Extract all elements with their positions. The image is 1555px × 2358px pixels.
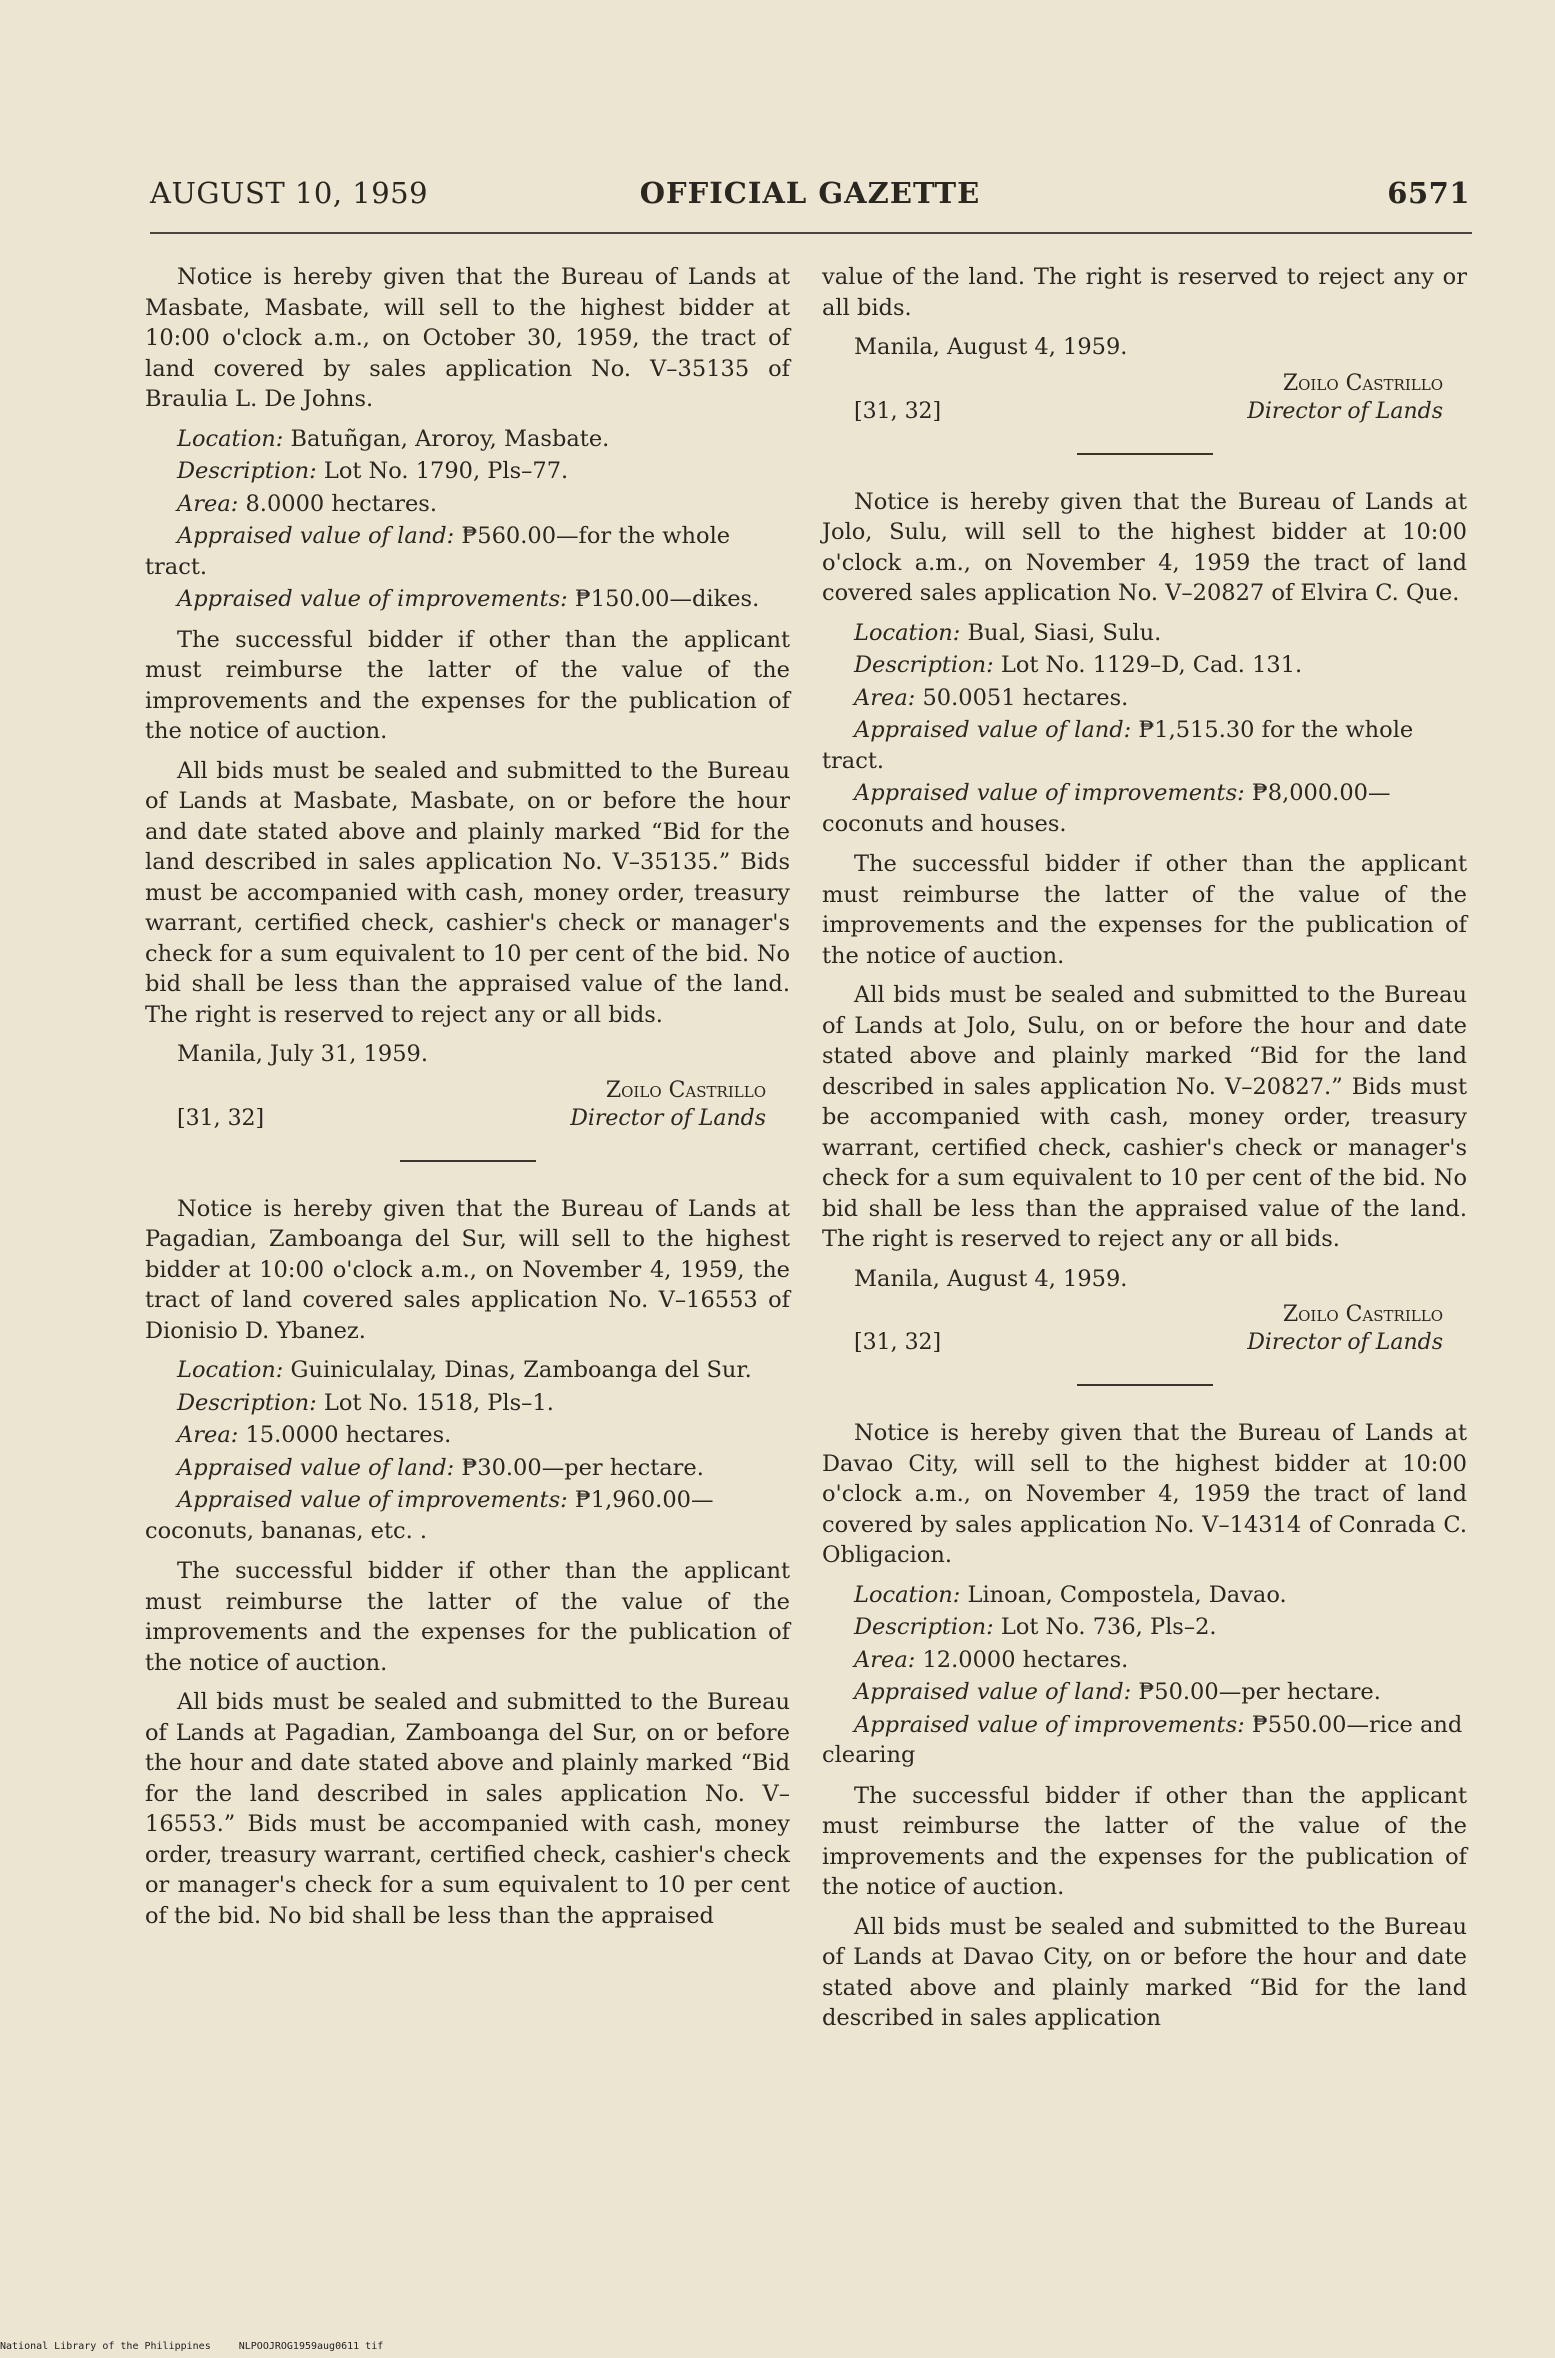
right-column: [822, 262, 1467, 2043]
field-label: Appraised value of land:: [854, 1679, 1132, 1705]
description-field: [822, 650, 1467, 681]
field-label: Area:: [854, 684, 916, 711]
location-field: [145, 1355, 790, 1386]
field-label: Description:: [177, 1389, 317, 1416]
field-value: 50.0051 hectares.: [922, 684, 1129, 711]
field-label: Appraised value of land:: [854, 717, 1132, 743]
location-field: [822, 1580, 1467, 1611]
field-label: Appraised value of improvements:: [177, 586, 568, 612]
signer-name: Zoilo Castrillo: [1282, 370, 1443, 396]
notice-intro: Notice is hereby given that the Bureau of Lands at Davao City, will sell to the highest bidder at 10:00 o'clock a.m., on November 4, 1959 the tract of land covered by sales application No. V–14314 of Conrada C. Obligacion.: [822, 1420, 1467, 1568]
issue-ref: [31, 32]: [177, 1105, 265, 1131]
signer-name: Zoilo Castrillo: [605, 1077, 766, 1103]
notice-masbate: [145, 262, 790, 1136]
location-field: [145, 424, 790, 455]
dateline: Manila, August 4, 1959.: [854, 1265, 1128, 1292]
notice-separator: [1077, 1384, 1213, 1386]
field-value: ₱150.00—dikes.: [574, 586, 760, 612]
issue-ref: [31, 32]: [854, 398, 942, 424]
signature-block: [822, 367, 1467, 429]
field-label: Description:: [854, 1614, 994, 1640]
field-value: ₱30.00—per hectare.: [461, 1454, 704, 1481]
dateline: Manila, August 4, 1959.: [854, 334, 1128, 360]
field-value: ₱50.00—per hectare.: [1138, 1679, 1381, 1705]
field-label: Area:: [177, 1422, 239, 1448]
page-header: [150, 176, 1470, 222]
description-field: [145, 1388, 790, 1419]
land-value-field: [145, 521, 790, 582]
improvements-field: [822, 778, 1467, 839]
area-field: [822, 1645, 1467, 1676]
location-field: [822, 618, 1467, 649]
land-value-field: [145, 1453, 790, 1484]
improvements-field: [145, 584, 790, 615]
header-rule: [150, 232, 1472, 234]
signature-block: [822, 1298, 1467, 1360]
signature-block: [145, 1074, 790, 1136]
left-column: [145, 262, 790, 1940]
scan-footer: [0, 2341, 1555, 2352]
signer-role: Director of Lands: [570, 1105, 766, 1131]
notice-pagadian: [145, 1194, 790, 1932]
notice-continuation: [822, 262, 1467, 429]
notice-intro: Notice is hereby given that the Bureau of Lands at Pagadian, Zamboanga del Sur, will sell to the highest bidder at 10:00 o'clock a.m., on November 4, 1959, the tract of land covered sales application No. V–16553 of Dionisio D. Ybanez.: [145, 1195, 790, 1344]
land-value-field: [822, 1677, 1467, 1708]
field-value: ₱8,000.00—coconuts and houses.: [822, 780, 1391, 837]
improvements-field: [145, 1485, 790, 1546]
bids-paragraph: All bids must be sealed and submitted to the Bureau of Lands at Davao City, on or before the hour and date stated above and plainly marked “Bid for the land described in sales application: [822, 1913, 1467, 2031]
area-field: [822, 683, 1467, 714]
description-field: [822, 1612, 1467, 1643]
field-value: Bual, Siasi, Sulu.: [967, 619, 1162, 646]
field-label: Location:: [854, 619, 961, 646]
library-credit: National Library of the Philippines: [0, 2341, 211, 2352]
field-value: ₱550.00—rice and clearing: [822, 1711, 1463, 1768]
area-field: [145, 489, 790, 520]
field-value: ₱1,515.30 for the whole tract.: [822, 717, 1414, 774]
header-title: OFFICIAL GAZETTE: [639, 176, 981, 210]
field-label: Area:: [854, 1646, 916, 1673]
field-value: ₱560.00—for the whole tract.: [145, 523, 731, 580]
bids-paragraph: All bids must be sealed and submitted to the Bureau of Lands at Jolo, Sulu, on or before the hour and date stated above and plainly marked “Bid for the land described in sales application No. V–20827.” Bids must be accompanied with cash, money order, treasury warrant, certified check, cashier's check or manager's check for a sum equivalent to 10 per cent of the bid. No bid shall be less than the appraised value of the land. The right is reserved to reject any or all bids.: [822, 982, 1467, 1252]
improvements-field: [822, 1710, 1467, 1771]
field-value: Guiniculalay, Dinas, Zamboanga del Sur.: [290, 1357, 752, 1383]
bids-paragraph: All bids must be sealed and submitted to the Bureau of Lands at Pagadian, Zamboanga del Sur, on or before the hour and date stated above and plainly marked “Bid for the land described in sales application No. V–16553.” Bids must be accompanied with cash, money order, treasury warrant, certified check, cashier's check or manager's check for a sum equivalent to 10 per cent of the bid. No bid shall be less than the appraised: [145, 1689, 790, 1929]
notice-separator: [400, 1160, 536, 1162]
field-value: ₱1,960.00—coconuts, bananas, etc. .: [145, 1487, 714, 1544]
reimburse-paragraph: The successful bidder if other than the applicant must reimburse the latter of the value of the improvements and the expenses for the publication of the notice of auction.: [822, 851, 1467, 969]
field-value: Lot No. 1518, Pls–1.: [323, 1389, 554, 1416]
reimburse-paragraph: The successful bidder if other than the applicant must reimburse the latter of the value of the improvements and the expenses for the publication of the notice of auction.: [822, 1782, 1467, 1900]
header-date: AUGUST 10, 1959: [150, 176, 429, 210]
notice-intro: Notice is hereby given that the Bureau of Lands at Masbate, Masbate, will sell to the highest bidder at 10:00 o'clock a.m., on October 30, 1959, the tract of land covered by sales application No. V–35135 of Braulia L. De Johns.: [145, 264, 790, 412]
field-value: Lot No. 1790, Pls–77.: [323, 458, 569, 484]
description-field: [145, 456, 790, 487]
field-label: Description:: [177, 458, 317, 484]
bids-paragraph: All bids must be sealed and submitted to the Bureau of Lands at Masbate, Masbate, on or before the hour and date stated above and plainly marked “Bid for the land described in sales application No. V–35135.” Bids must be accompanied with cash, money order, treasury warrant, certified check, cashier's check or manager's check for a sum equivalent to 10 per cent of the bid. No bid shall be less than the appraised value of the land. The right is reserved to reject any or all bids.: [145, 757, 790, 1028]
page-number: 6571: [1387, 176, 1470, 210]
field-label: Appraised value of land:: [177, 523, 455, 549]
field-value: 8.0000 hectares.: [245, 490, 437, 517]
notice-separator: [1077, 453, 1213, 455]
field-label: Location:: [854, 1581, 961, 1608]
field-value: 12.0000 hectares.: [922, 1646, 1129, 1673]
field-label: Appraised value of land:: [177, 1454, 455, 1481]
notice-intro: Notice is hereby given that the Bureau of Lands at Jolo, Sulu, will sell to the highest bidder at 10:00 o'clock a.m., on November 4, 1959 the tract of land covered sales application No. V–20827 of Elvira C. Que.: [822, 488, 1467, 606]
field-value: Lot No. 736, Pls–2.: [1000, 1614, 1217, 1640]
field-label: Location:: [177, 1357, 284, 1383]
signer-role: Director of Lands: [1247, 1330, 1443, 1355]
issue-ref: [31, 32]: [854, 1330, 942, 1355]
field-value: Batuñgan, Aroroy, Masbate.: [290, 425, 610, 452]
continued-paragraph: value of the land. The right is reserved to reject any or all bids.: [822, 264, 1467, 321]
land-value-field: [822, 715, 1467, 776]
field-label: Description:: [854, 652, 994, 678]
field-label: Appraised value of improvements:: [854, 780, 1245, 806]
area-field: [145, 1420, 790, 1451]
scan-filename: NLPOOJROG1959aug0611 tif: [238, 2341, 384, 2352]
signer-role: Director of Lands: [1247, 398, 1443, 424]
field-value: 15.0000 hectares.: [245, 1422, 452, 1448]
reimburse-paragraph: The successful bidder if other than the applicant must reimburse the latter of the value of the improvements and the expenses for the publication of the notice of auction.: [145, 1558, 790, 1676]
field-value: Lot No. 1129–D, Cad. 131.: [1000, 652, 1303, 678]
notice-jolo: [822, 487, 1467, 1361]
field-label: Location:: [177, 425, 284, 452]
notice-davao: [822, 1418, 1467, 2034]
field-value: Linoan, Compostela, Davao.: [967, 1581, 1287, 1608]
dateline: Manila, July 31, 1959.: [177, 1041, 428, 1067]
field-label: Appraised value of improvements:: [177, 1487, 568, 1513]
field-label: Area:: [177, 490, 239, 517]
signer-name: Zoilo Castrillo: [1282, 1302, 1443, 1327]
reimburse-paragraph: The successful bidder if other than the applicant must reimburse the latter of the value of the improvements and the expenses for the publication of the notice of auction.: [145, 626, 790, 744]
field-label: Appraised value of improvements:: [854, 1711, 1245, 1738]
